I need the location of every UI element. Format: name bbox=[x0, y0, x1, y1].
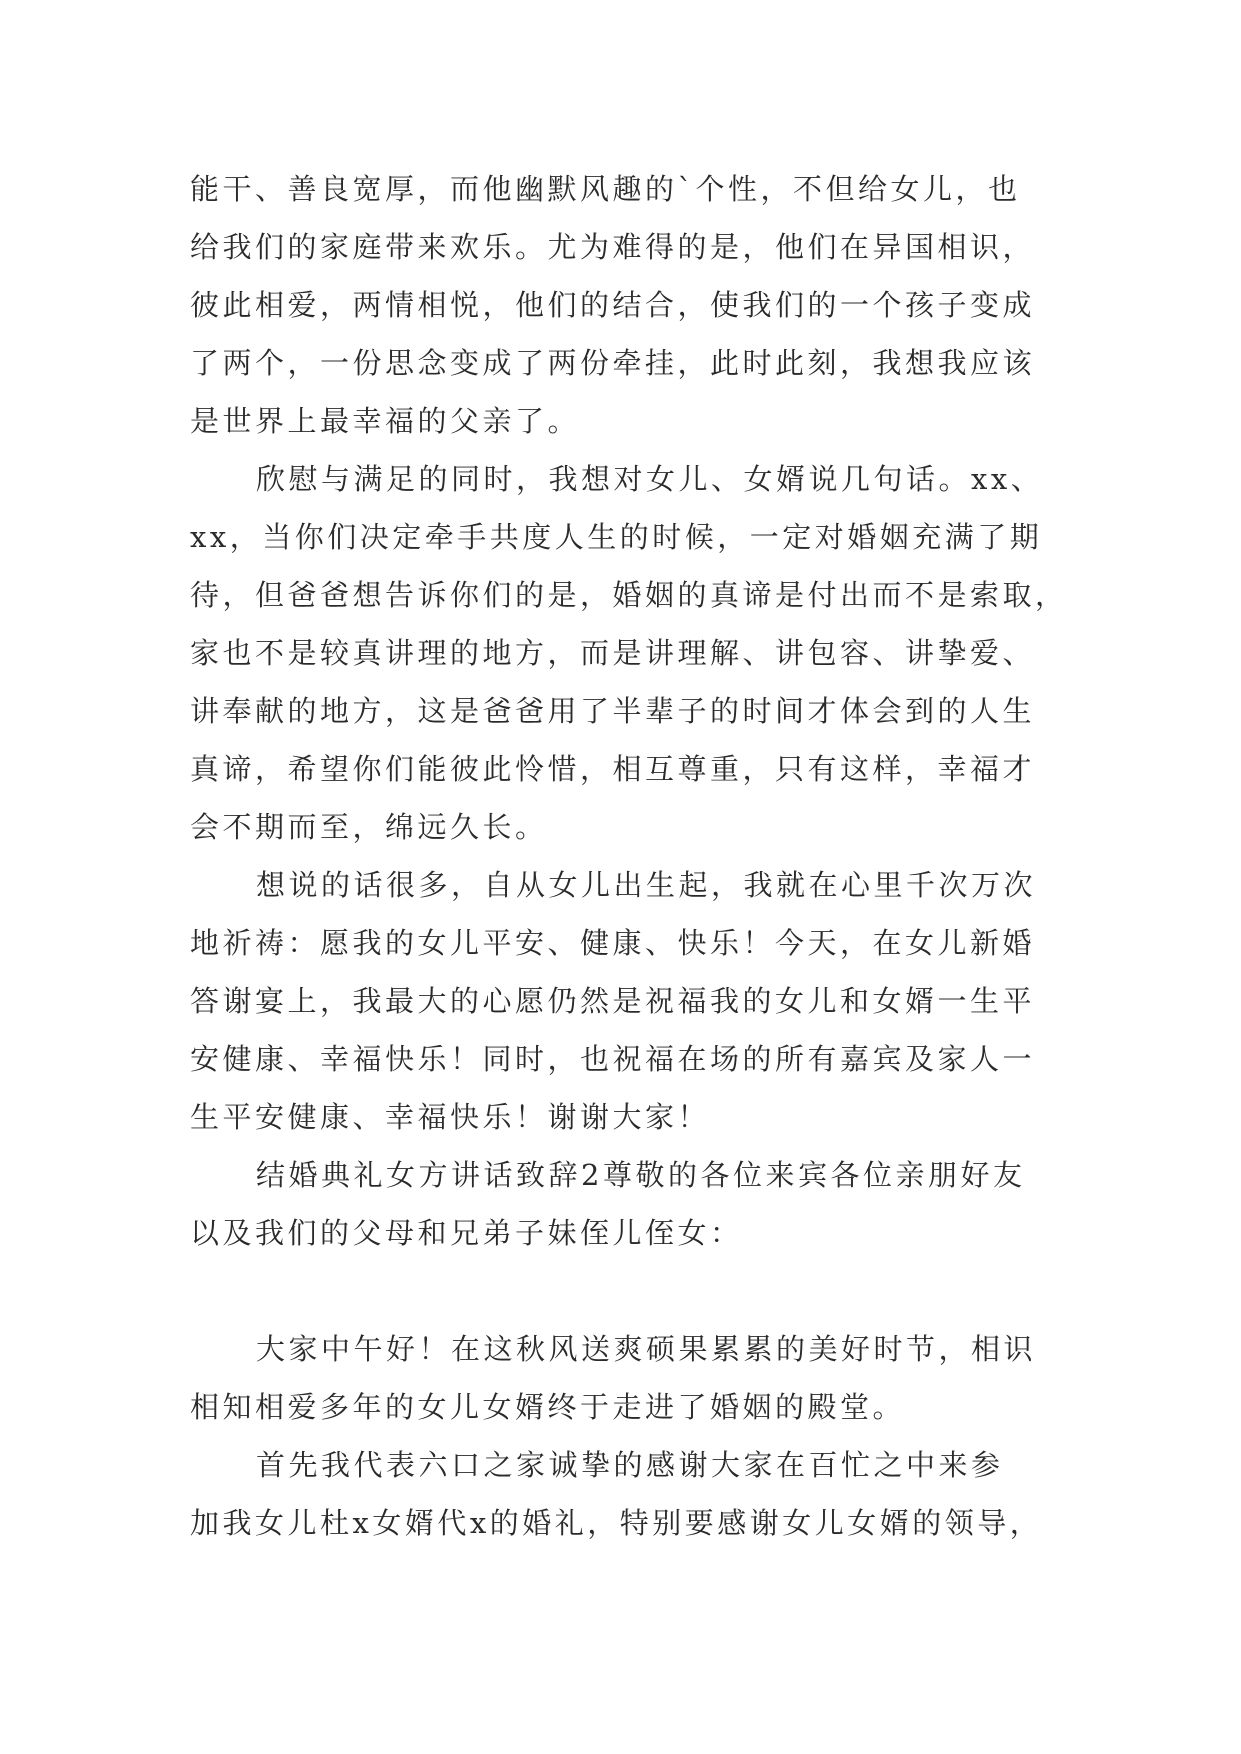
text-line: 是世界上最幸福的父亲了。 bbox=[190, 404, 581, 438]
text-line: 给我们的家庭带来欢乐。尤为难得的是，他们在异国相识， bbox=[190, 230, 1036, 264]
text-line: 想说的话很多，自从女儿出生起，我就在心里千次万次 bbox=[256, 868, 1037, 902]
text-line: 待，但爸爸想告诉你们的是，婚姻的真谛是付出而不是索取， bbox=[190, 578, 1068, 612]
text-line: 答谢宴上，我最大的心愿仍然是祝福我的女儿和女婿一生平 bbox=[190, 984, 1036, 1018]
document-body bbox=[190, 160, 1068, 1552]
text-line: 以及我们的父母和兄弟子妹侄儿侄女： bbox=[190, 1216, 743, 1250]
text-line: 结婚典礼女方讲话致辞2尊敬的各位来宾各位亲朋好友 bbox=[256, 1158, 1026, 1192]
text-line: 真谛，希望你们能彼此怜惜，相互尊重，只有这样，幸福才 bbox=[190, 752, 1036, 786]
text-line: 首先我代表六口之家诚挚的感谢大家在百忙之中来参 bbox=[256, 1448, 1004, 1482]
text-line: 讲奉献的地方，这是爸爸用了半辈子的时间才体会到的人生 bbox=[190, 694, 1036, 728]
text-line: 彼此相爱，两情相悦，他们的结合，使我们的一个孩子变成 bbox=[190, 288, 1036, 322]
text-line: 大家中午好！在这秋风送爽硕果累累的美好时节，相识 bbox=[256, 1332, 1037, 1366]
text-line: 地祈祷：愿我的女儿平安、健康、快乐！今天，在女儿新婚 bbox=[190, 926, 1036, 960]
text-line: 欣慰与满足的同时，我想对女儿、女婿说几句话。xx、 bbox=[256, 462, 1044, 496]
text-line: 相知相爱多年的女儿女婿终于走进了婚姻的殿堂。 bbox=[190, 1390, 906, 1424]
text-line: 安健康、幸福快乐！同时，也祝福在场的所有嘉宾及家人一 bbox=[190, 1042, 1036, 1076]
text-line: 会不期而至，绵远久长。 bbox=[190, 810, 548, 844]
text-line: 能干、善良宽厚，而他幽默风趣的`个性，不但给女儿，也 bbox=[190, 172, 1021, 206]
text-line: 加我女儿杜x女婿代x的婚礼，特别要感谢女儿女婿的领导， bbox=[190, 1506, 1043, 1540]
text-line: xx，当你们决定牵手共度人生的时候，一定对婚姻充满了期 bbox=[190, 520, 1043, 554]
text-line: 家也不是较真讲理的地方，而是讲理解、讲包容、讲挚爱、 bbox=[190, 636, 1036, 670]
text-line: 了两个，一份思念变成了两份牵挂，此时此刻，我想我应该 bbox=[190, 346, 1036, 380]
paragraph-gap bbox=[190, 1262, 1050, 1320]
text-line: 生平安健康、幸福快乐！谢谢大家！ bbox=[190, 1100, 711, 1134]
